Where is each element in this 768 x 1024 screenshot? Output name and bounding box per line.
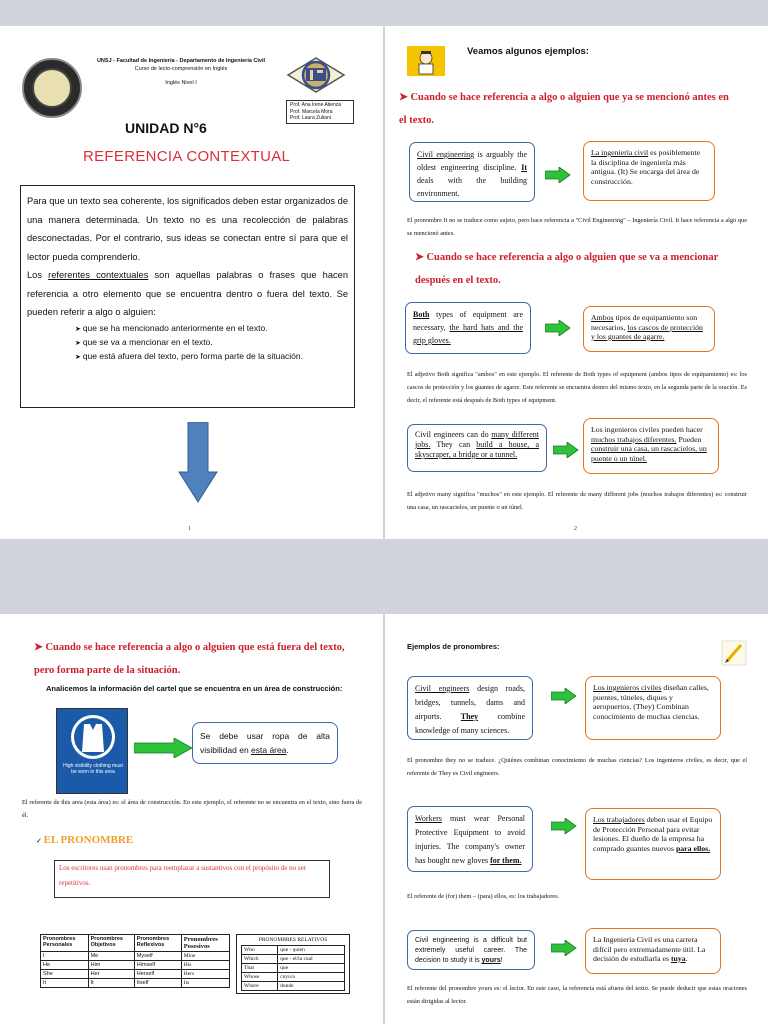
down-arrow-icon — [178, 422, 218, 504]
example-6-spanish: La Ingeniería Civil es una carrera difícil pero extremadamente útil. La decisión de estudiarla es tuya. — [585, 928, 721, 974]
example-2-spanish: Ambos tipos de equipamiento son necesarios, los cascos de protección y los guantes de agarre. — [583, 306, 715, 352]
table-row: She Her Herself Hers — [41, 970, 230, 979]
example-2-explanation: El adjetivo Both significa "ambos" en este ejemplo. El referente de Both types of equipment (ambos tipos de equipamiento) es: los cascos de protección y los guantes de agarre. Este referente se encuentra dentro del mismo texto, en la segunda parte de la oración. Es decir, el referente está después de Both types of equipment. — [407, 371, 747, 404]
section-2-title: ➤ Cuando se hace referencia a algo o alguien que se va a mencionar después en el texto. — [415, 252, 719, 286]
professor-name: Prof. Laura Zuliani — [290, 115, 331, 121]
department-logo-icon — [284, 56, 348, 94]
page-3 — [0, 614, 383, 1024]
header-line-1: UNSJ - Facultad de Ingeniería - Departamento de Ingeniería Civil — [96, 58, 266, 64]
table-row: That que — [242, 964, 345, 973]
example-6-english: Civil engineering is a difficult but extremely useful career. The decision to study it is yours! — [407, 930, 535, 970]
table-header-row — [41, 935, 230, 952]
example-2-english: Both types of equipment are necessary, the hard hats and the grip gloves. — [405, 302, 531, 354]
intro-box — [20, 185, 355, 408]
page-number: 2 — [574, 526, 577, 532]
table-row: I Me Myself Mine — [41, 952, 230, 961]
example-3-explanation: El adjetivo many significa "muchos" en este ejemplo. El referente de many different jobs (muchos trabajos diferentes) es: construir una casa, un rascacielos, un puente o un túnel. — [407, 491, 747, 511]
referentes-term: referentes contextuales — [48, 270, 149, 280]
table-header: Pronombres Objetivos — [88, 935, 134, 952]
table-header: Pronombres Personales — [41, 935, 89, 952]
table-header: Pronombres Reflexivos — [134, 935, 181, 952]
list-item: ➤ que está afuera del texto, pero forma parte de la situación. — [75, 350, 348, 364]
green-arrow-icon — [134, 738, 194, 758]
list-item: ➤ que se ha mencionado anteriormente en el texto. — [75, 322, 348, 336]
page-4 — [385, 614, 768, 1024]
table-row: Which que - el/la cual — [242, 955, 345, 964]
relative-pronouns-box — [236, 934, 350, 994]
table-row: Whose cuyo/a — [242, 973, 345, 982]
green-arrow-icon — [551, 940, 577, 956]
table-header: Pronombres Posesivos — [181, 935, 229, 952]
safety-sign — [56, 708, 128, 794]
relative-pronouns-table — [241, 945, 345, 991]
example-4-english: Civil engineers design roads, bridges, tunnels, dams and airports. They combine knowledge of many sciences. — [407, 676, 533, 740]
header-line-3: Inglés Nivel I — [165, 80, 197, 86]
green-arrow-icon — [551, 688, 577, 704]
table-row: It It Itself Its — [41, 979, 230, 988]
professors-box — [286, 100, 354, 124]
example-4-explanation: El pronombre they no se traduce. ¿Quiénes combinan conocimiento de muchas ciencias? Los ingenieros civiles, es decir, que el referente de They es Civil engineers. — [407, 757, 747, 777]
table-row: He Him Himself His — [41, 961, 230, 970]
professor-name: Prof. Marcela Mora — [290, 108, 333, 115]
pronoun-examples-heading: Ejemplos de pronombres: — [407, 642, 500, 651]
pronouns-table — [40, 934, 230, 988]
pronoun-title: ✓ EL PRONOMBRE — [36, 834, 134, 846]
reference-list — [75, 322, 348, 364]
document-title: REFERENCIA CONTEXTUAL — [83, 148, 291, 165]
section-3-title: ➤ Cuando se hace referencia a algo o alguien que está fuera del texto, pero forma parte de la situación. — [34, 642, 345, 676]
course-header — [84, 57, 278, 87]
list-item: ➤ que se va a mencionar en el texto. — [75, 336, 348, 350]
analyze-sign-text: Analicemos la información del cartel que se encuentra en un área de construcción: — [46, 684, 343, 693]
sign-explanation: El referente de this area (esta área) es: el área de construcción. En este ejemplo, el referente no se encuentra en el texto, sino fuera de él. — [22, 799, 362, 819]
unit-title: UNIDAD N°6 — [125, 120, 207, 136]
sign-translation: Se debe usar ropa de alta visibilidad en esta área. — [192, 722, 338, 764]
table-row: Who que - quien — [242, 946, 345, 955]
pencil-icon — [721, 640, 747, 666]
university-seal-icon — [22, 58, 82, 118]
example-5-explanation: El referente de (for) them – (para) ellos, es: los trabajadores. — [407, 893, 560, 900]
header-line-2: Curso de lecto-comprensión en Inglés — [134, 66, 228, 72]
sign-text: High visibility clothing must be worn in this area — [63, 763, 123, 775]
professor-name: Prof. Ana Irene Atienza — [290, 102, 342, 108]
example-5-english: Workers must wear Personal Protective Equipment to avoid injuries. The company's owner has bought new gloves for them. — [407, 806, 533, 872]
green-arrow-icon — [545, 167, 571, 183]
page-1 — [0, 26, 383, 539]
example-1-spanish: La ingeniería civil es posiblemente la disciplina de ingeniería más antigua. (It) Se encarga del área de construcción. — [583, 141, 715, 201]
vest-icon — [67, 714, 119, 760]
intro-paragraph-1: Para que un texto sea coherente, los significados deben estar organizados de una manera determinada. Un texto no es una recolección de palabras desconectadas. Por el contrario, sus ideas se conectan entre sí para que el lector pueda comprenderlo. — [27, 196, 348, 262]
example-3-spanish: Los ingenieros civiles pueden hacer muchos trabajos diferentes. Pueden construir una casa, un rascacielos, un puente o un túnel. — [583, 418, 719, 474]
example-4-spanish: Los ingenieros civiles diseñan calles, puentes, túneles, diques y aeropuertos. (They) Combinan conocimiento de muchas ciencias. — [585, 676, 721, 740]
green-arrow-icon — [551, 818, 577, 834]
examples-heading: Veamos algunos ejemplos: — [467, 46, 589, 57]
thinking-person-icon — [407, 46, 445, 76]
example-1-explanation: El pronombre It no se traduce como sujeto, pero hace referencia a "Civil Engineering" – Ingeniería Civil. It hace referencia a algo que se mencionó antes. — [407, 217, 747, 237]
table-row: Where donde — [242, 982, 345, 991]
example-5-spanish: Los trabajadores deben usar el Equipo de Protección Personal para evitar lesiones. El dueño de la empresa ha comprado guantes nuevos para ellos. — [585, 808, 721, 880]
green-arrow-icon — [545, 320, 571, 336]
green-arrow-icon — [553, 442, 579, 458]
example-3-english: Civil engineers can do many different jobs. They can build a house, a skyscraper, a bridge or a tunnel. — [407, 424, 547, 472]
page-number: 1 — [188, 526, 191, 532]
section-1-title: ➤ Cuando se hace referencia a algo o alguien que ya se mencionó antes en el texto. — [399, 92, 729, 126]
relative-title: PRONOMBRES RELATIVOS — [258, 937, 328, 943]
pronoun-definition: Los escritores usan pronombres para reemplazar a sustantivos con el propósito de no ser repetitivos. — [54, 860, 330, 898]
page-2 — [385, 26, 768, 539]
example-6-explanation: El referente del pronombre yours es: el lector. En este caso, la referencia está afuera del texto. Se puede deducir que estas oraciones están dirigidas al lector. — [407, 985, 747, 1005]
intro-paragraph-2: Los referentes contextuales son aquellas palabras o frases que hacen referencia a otro elemento que se encuentra dentro o fuera del texto. Se pueden referir a algo o alguien: — [27, 270, 348, 317]
example-1-english: Civil engineering is arguably the oldest engineering discipline. It deals with the building environment. — [409, 142, 535, 202]
